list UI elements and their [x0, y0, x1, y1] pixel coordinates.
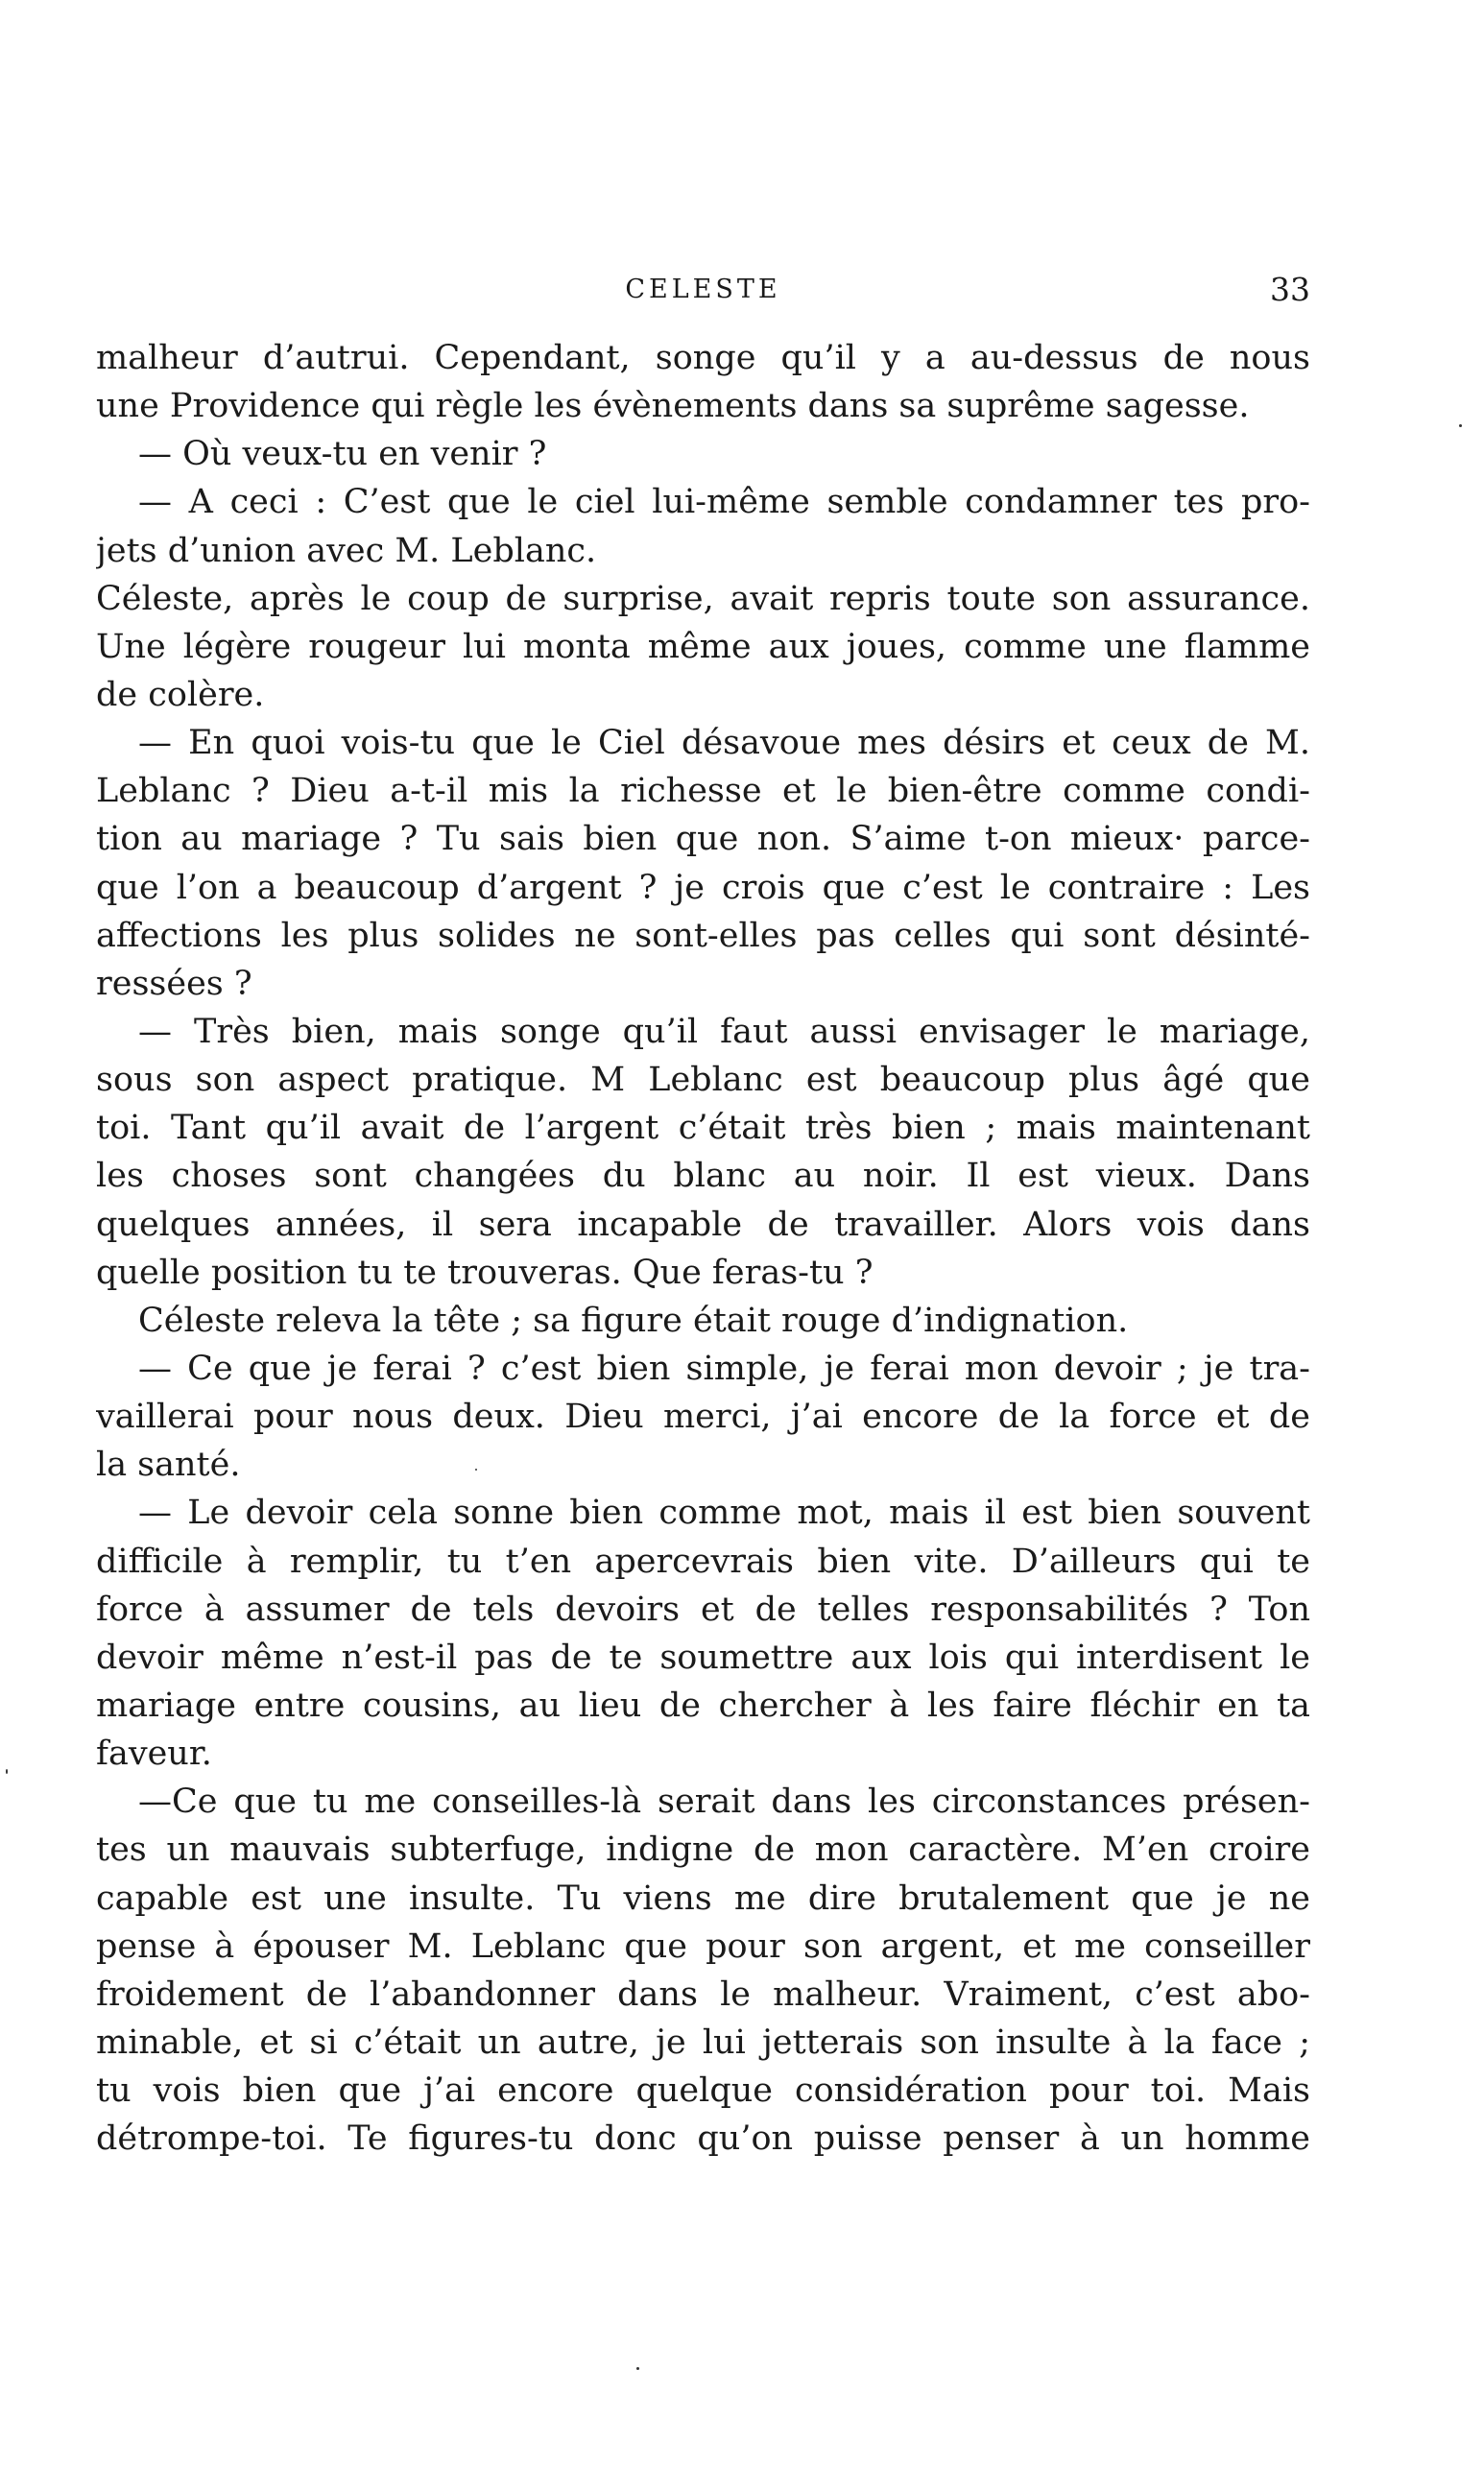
- text-line: sous son aspect pratique. M Leblanc est beaucoup plus âgé que: [96, 1061, 1310, 1100]
- text-line: — Le devoir cela sonne bien comme mot, mais il est bien souvent: [138, 1494, 1310, 1533]
- text-line: Une légère rougeur lui monta même aux joues, comme une flamme: [96, 627, 1310, 666]
- running-title: CELESTE: [625, 275, 781, 304]
- text-line: pense à épouser M. Leblanc que pour son argent, et me conseiller: [96, 1927, 1310, 1966]
- text-line: force à assumer de tels devoirs et de telles responsabilités ? Ton: [96, 1590, 1310, 1629]
- text-line: la santé.: [96, 1446, 241, 1485]
- text-line: — En quoi vois-tu que le Ciel désavoue mes désirs et ceux de M.: [138, 724, 1310, 763]
- text-line: mariage entre cousins, au lieu de chercher à les faire fléchir en ta: [96, 1686, 1310, 1725]
- text-line: —Ce que tu me conseilles-là serait dans les circonstances présen-: [138, 1783, 1310, 1822]
- text-line: — A ceci : C’est que le ciel lui-même semble condamner tes pro-: [138, 483, 1310, 522]
- text-line: que l’on a beaucoup d’argent ? je crois que c’est le contraire : Les: [96, 868, 1310, 907]
- text-line: les choses sont changées du blanc au noir. Il est vieux. Dans: [96, 1157, 1310, 1196]
- text-line: tu vois bien que j’ai encore quelque considération pour toi. Mais: [96, 2071, 1310, 2111]
- text-line: affections les plus solides ne sont-elles pas celles qui sont désinté-: [96, 916, 1310, 955]
- text-line: Céleste, après le coup de surprise, avait repris toute son assurance.: [96, 579, 1310, 618]
- margin-speck: [475, 1469, 477, 1471]
- text-line: — Ce que je ferai ? c’est bien simple, je ferai mon devoir ; je tra-: [138, 1349, 1310, 1388]
- text-line: — Où veux-tu en venir ?: [138, 435, 547, 474]
- text-line: froidement de l’abandonner dans le malheur. Vraiment, c’est abo-: [96, 1974, 1310, 2014]
- margin-speck: [636, 2367, 639, 2370]
- margin-speck: [1459, 424, 1462, 427]
- text-line: Céleste releva la tête ; sa figure était rouge d’indignation.: [138, 1301, 1129, 1340]
- text-line: quelques années, il sera incapable de travailler. Alors vois dans: [96, 1205, 1310, 1244]
- text-line: faveur.: [96, 1735, 212, 1774]
- text-line: malheur d’autrui. Cependant, songe qu’il y a au-dessus de nous: [96, 339, 1310, 377]
- text-line: ressées ?: [96, 964, 252, 1003]
- text-line: détrompe-toi. Te figures-tu donc qu’on puisse penser à un homme: [96, 2119, 1310, 2159]
- text-line: — Très bien, mais songe qu’il faut aussi envisager le mariage,: [138, 1012, 1310, 1051]
- text-line: difficile à remplir, tu t’en apercevrais bien vite. D’ailleurs qui te: [96, 1542, 1310, 1581]
- page-number: 33: [1270, 271, 1310, 308]
- body-text: [96, 334, 1310, 2163]
- text-line: Leblanc ? Dieu a-t-il mis la richesse et le bien-être comme condi-: [96, 772, 1310, 811]
- text-line: devoir même n’est-il pas de te soumettre aux lois qui interdisent le: [96, 1638, 1310, 1677]
- text-line: jets d’union avec M. Leblanc.: [96, 531, 597, 570]
- margin-speck: [6, 1769, 8, 1774]
- text-line: tion au mariage ? Tu sais bien que non. S’aime t-on mieux· parce-: [96, 820, 1310, 859]
- text-line: quelle position tu te trouveras. Que feras-tu ?: [96, 1253, 874, 1292]
- text-line: minable, et si c’était un autre, je lui jetterais son insulte à la face ;: [96, 2022, 1310, 2062]
- running-head: [96, 271, 1310, 309]
- text-line: de colère.: [96, 675, 265, 714]
- text-line: toi. Tant qu’il avait de l’argent c’était très bien ; mais maintenant: [96, 1109, 1310, 1148]
- text-line: vaillerai pour nous deux. Dieu merci, j’ai encore de la force et de: [96, 1398, 1310, 1437]
- text-line: tes un mauvais subterfuge, indigne de mon caractère. M’en croire: [96, 1831, 1310, 1870]
- text-line: capable est une insulte. Tu viens me dire brutalement que je ne: [96, 1879, 1310, 1918]
- text-line: une Providence qui règle les évènements dans sa suprême sagesse.: [96, 387, 1250, 426]
